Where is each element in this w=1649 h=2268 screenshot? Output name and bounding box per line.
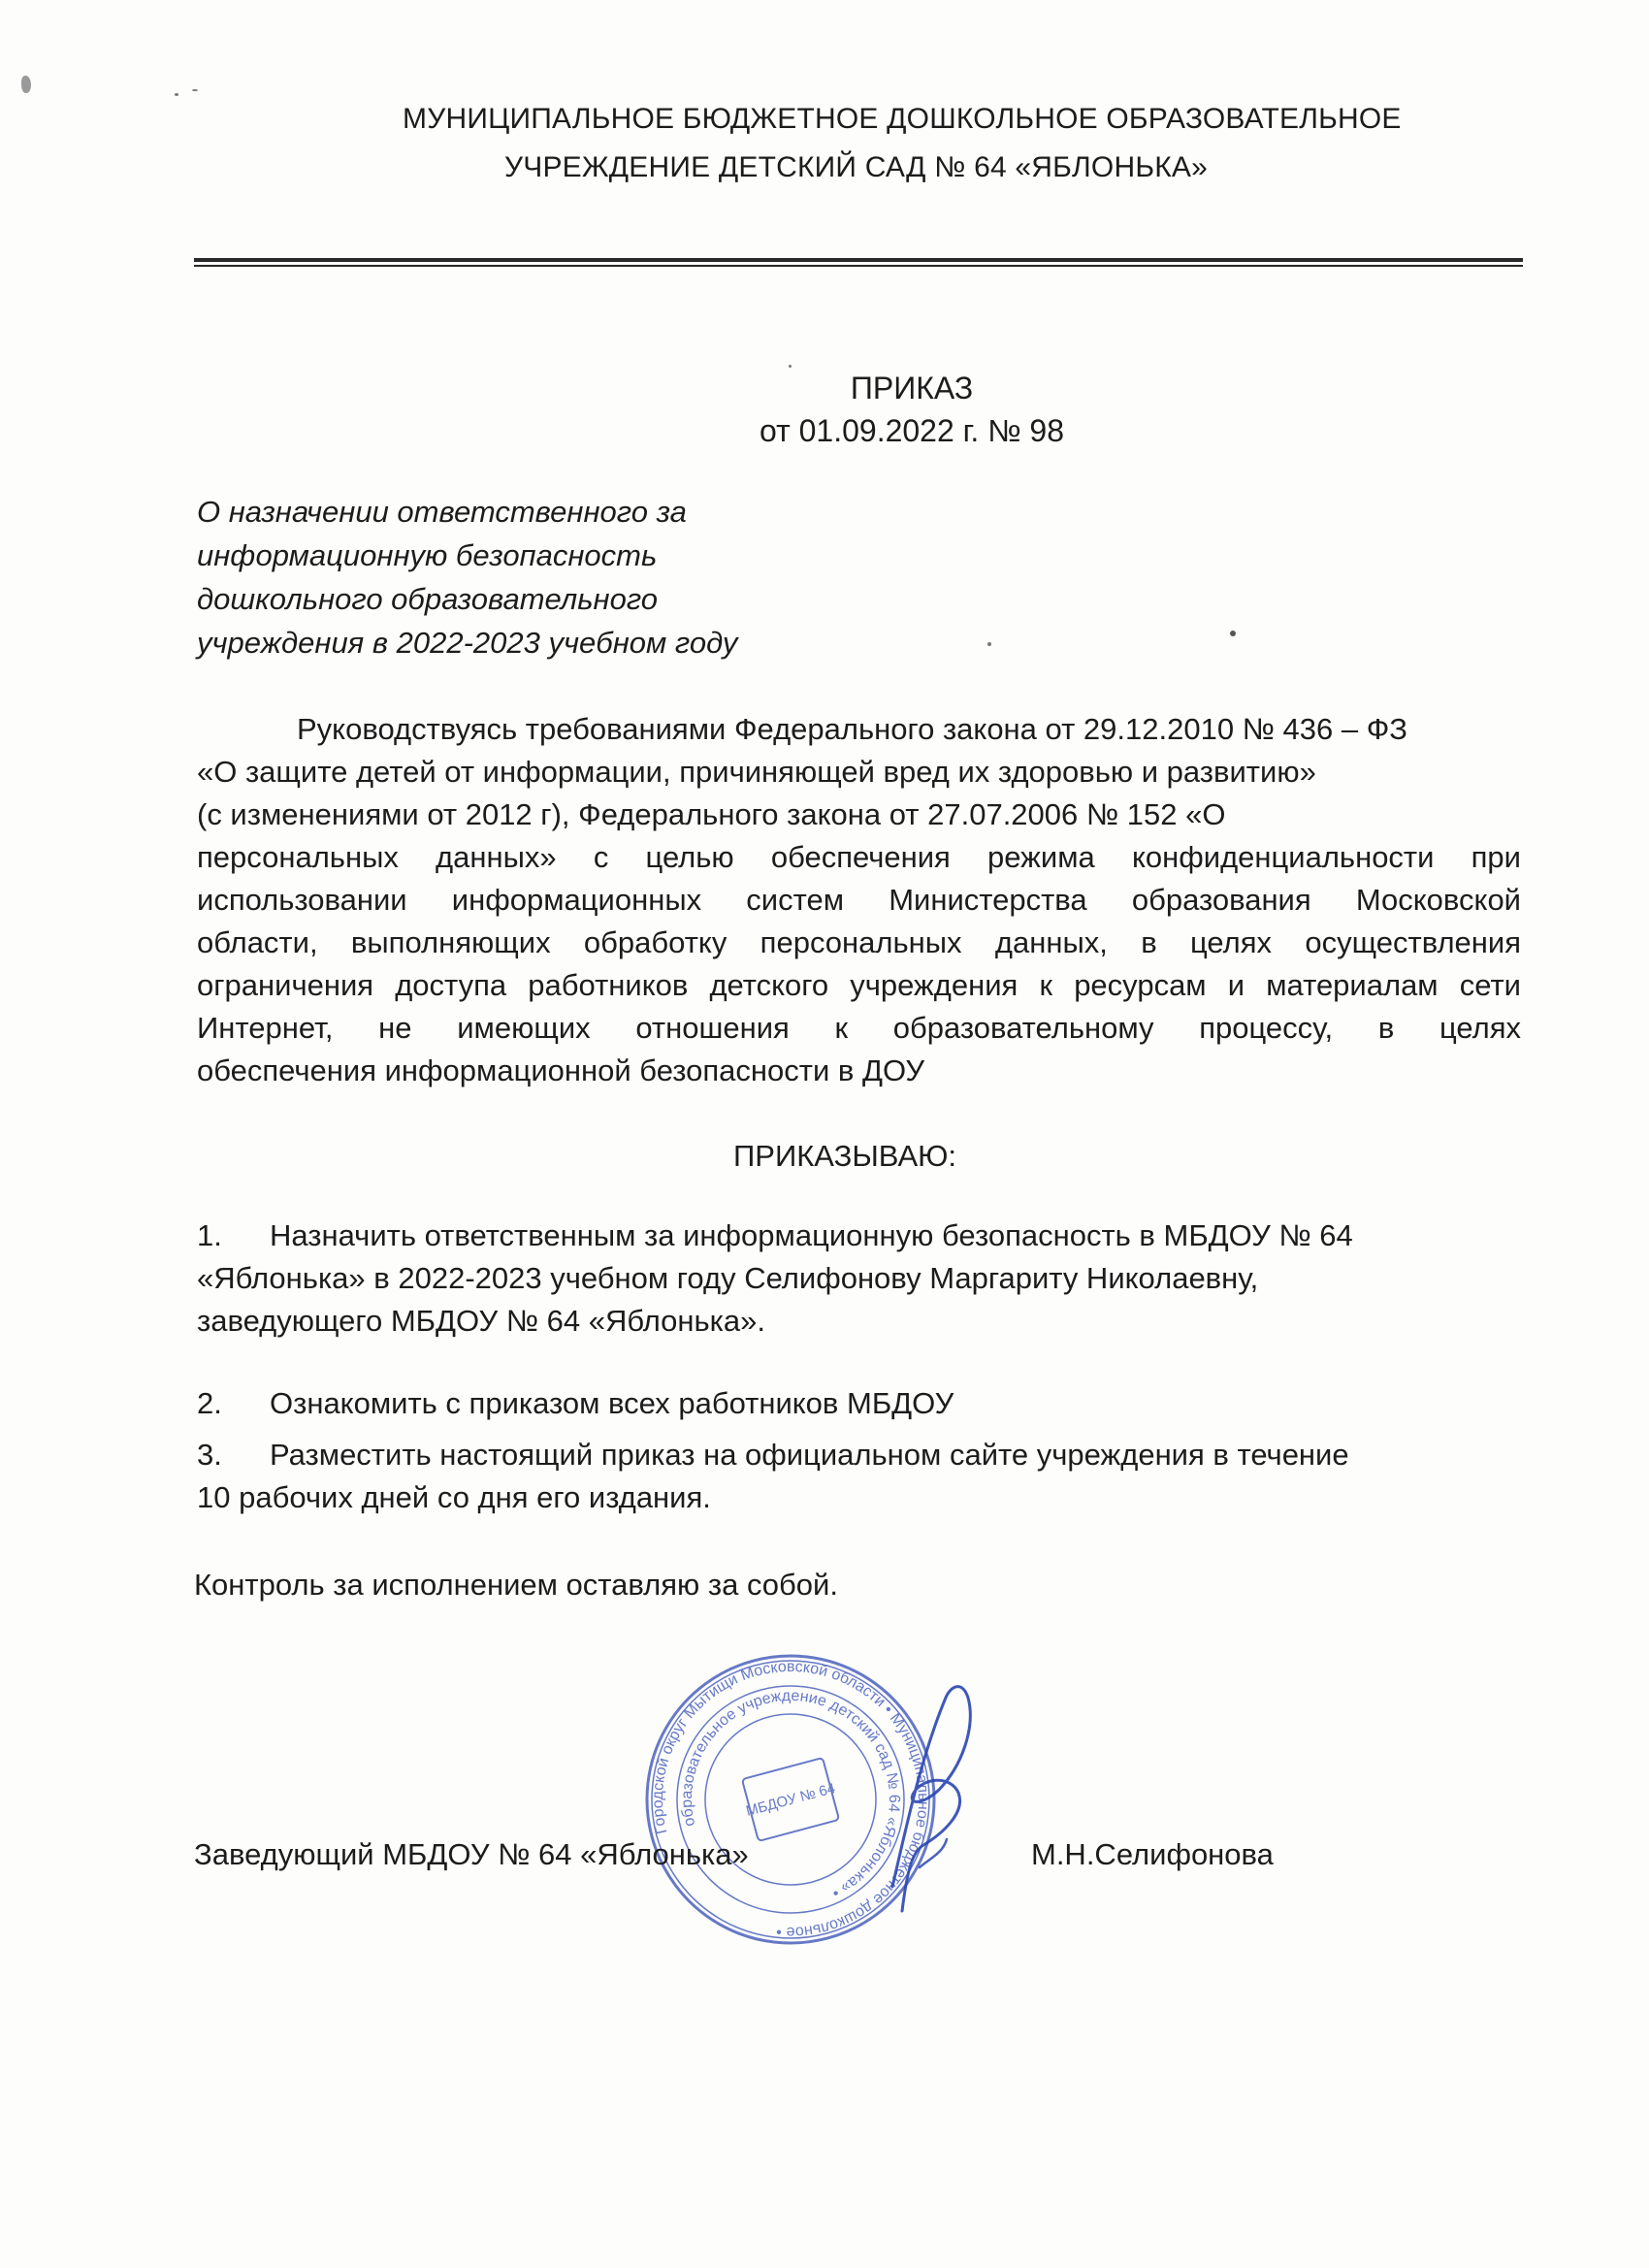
order-item-2 bbox=[197, 1382, 954, 1425]
preamble bbox=[197, 708, 1521, 1092]
preamble-line: Руководствуясь требованиями Федерального закона от 29.12.2010 № 436 – ФЗ bbox=[297, 712, 1408, 746]
preamble-line: использовании информационных систем Министерства образования Московской bbox=[197, 883, 1521, 917]
directive-heading: ПРИКАЗЫВАЮ: bbox=[733, 1139, 957, 1173]
preamble-line: персональных данных» с целью обеспечения режима конфиденциальности при bbox=[197, 840, 1521, 874]
order-date-number: от 01.09.2022 г. № 98 bbox=[759, 413, 1065, 448]
order-item-3 bbox=[197, 1434, 1349, 1519]
item-line: Разместить настоящий приказ на официальном сайте учреждения в течение bbox=[270, 1438, 1349, 1472]
preamble-line: (с изменениями от 2012 г), Федерального закона от 27.07.2006 № 152 «О bbox=[197, 797, 1226, 831]
subject-line: О назначении ответственного за bbox=[197, 495, 687, 529]
subject-line: учреждения в 2022-2023 учебном году bbox=[197, 626, 738, 660]
order-subject bbox=[197, 490, 737, 664]
item-line: заведующего МБДОУ № 64 «Яблонька». bbox=[197, 1304, 765, 1338]
subject-line: информационную безопасность bbox=[197, 538, 658, 572]
subject-line: дошкольного образовательного bbox=[197, 582, 659, 616]
seal-inner-text: образовательное учреждение детский сад № 64 «Яблонька» • bbox=[678, 1687, 903, 1901]
handwritten-signature bbox=[854, 1669, 1028, 1930]
item-line: Ознакомить с приказом всех работников МБДОУ bbox=[270, 1386, 954, 1420]
signatory-position: Заведующий МБДОУ № 64 «Яблонька» bbox=[194, 1837, 749, 1871]
item-number: 2. bbox=[197, 1386, 222, 1420]
preamble-line: области, выполняющих обработку персональных данных, в целях осуществления bbox=[197, 925, 1521, 959]
header-rule-thin bbox=[194, 265, 1523, 267]
item-number: 3. bbox=[197, 1438, 222, 1472]
item-number: 1. bbox=[197, 1218, 222, 1252]
scan-speck bbox=[987, 642, 991, 646]
signatory-name: М.Н.Селифонова bbox=[1031, 1837, 1274, 1871]
item-line: Назначить ответственным за информационную безопасность в МБДОУ № 64 bbox=[270, 1218, 1353, 1252]
scan-speck bbox=[175, 93, 178, 96]
seal-outer-text: Городской округ Мытищи Московской области • Муниципальное бюджетное дошкольное • bbox=[649, 1658, 932, 1941]
scan-speck bbox=[1230, 631, 1236, 636]
order-item-1 bbox=[197, 1215, 1353, 1343]
preamble-line: обеспечения информационной безопасности в ДОУ bbox=[197, 1053, 925, 1087]
preamble-line: «О защите детей от информации, причиняющей вред их здоровью и развитию» bbox=[197, 755, 1316, 789]
control-statement: Контроль за исполнением оставляю за собой. bbox=[194, 1568, 838, 1602]
item-line: 10 рабочих дней со дня его издания. bbox=[197, 1480, 711, 1514]
item-line: «Яблонька» в 2022-2023 учебном году Селифонову Маргариту Николаевну, bbox=[197, 1261, 1259, 1295]
scan-speck bbox=[789, 365, 792, 368]
scan-speck bbox=[192, 89, 198, 91]
header-rule-thick bbox=[194, 258, 1523, 262]
scan-speck bbox=[21, 76, 31, 93]
institution-name-line-1: МУНИЦИПАЛЬНОЕ БЮДЖЕТНОЕ ДОШКОЛЬНОЕ ОБРАЗОВАТЕЛЬНОЕ bbox=[403, 103, 1402, 135]
institution-name-line-2: УЧРЕЖДЕНИЕ ДЕТСКИЙ САД № 64 «ЯБЛОНЬКА» bbox=[504, 151, 1208, 183]
order-title: ПРИКАЗ bbox=[850, 371, 974, 405]
seal-center-text: МБДОУ № 64 bbox=[744, 1780, 837, 1820]
preamble-line: ограничения доступа работников детского учреждения к ресурсам и материалам сети bbox=[197, 968, 1521, 1002]
preamble-line: Интернет, не имеющих отношения к образовательному процессу, в целях bbox=[197, 1011, 1521, 1045]
